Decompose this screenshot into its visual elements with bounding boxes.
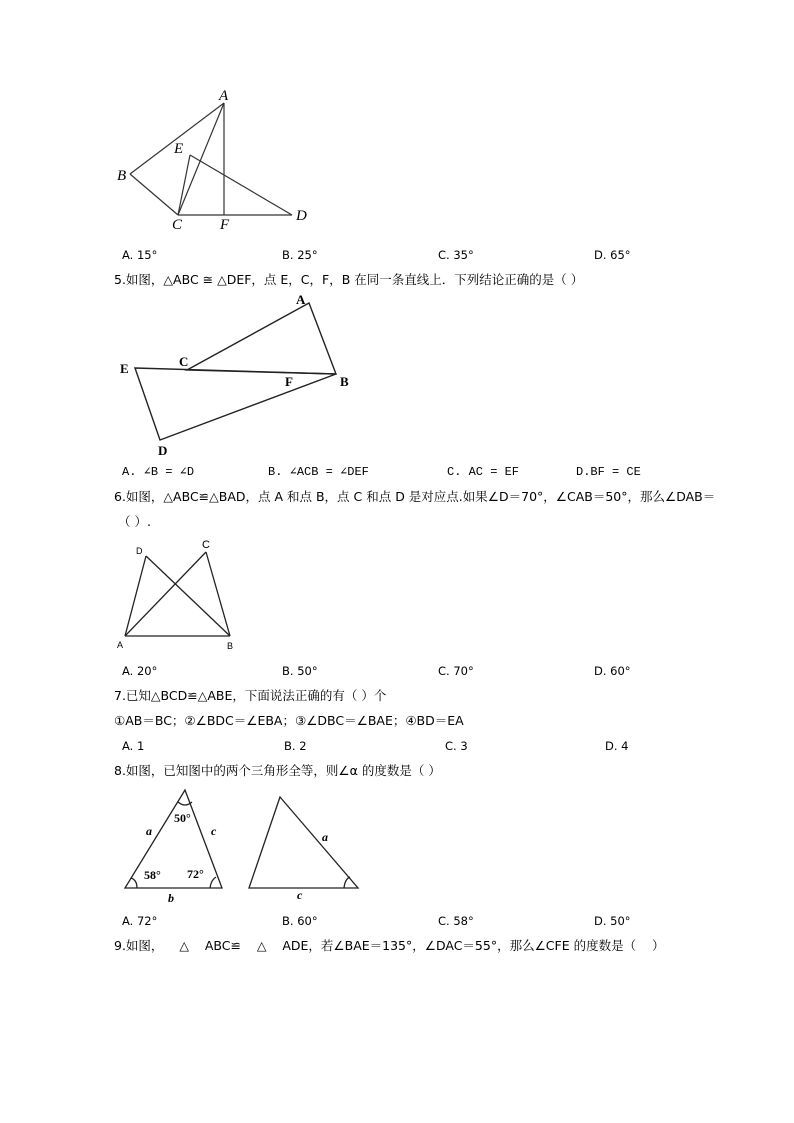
q5-stem: 5.如图，△ABC ≅ △DEF，点 E，C，F，B 在同一条直线上．下列结论正确的是（ ） [114, 272, 584, 287]
q6-point-c: C [202, 539, 210, 551]
q7-option-a[interactable]: A. 1 [122, 739, 145, 753]
q8-option-c[interactable]: C. 58° [438, 914, 474, 928]
q5-point-b: B [340, 374, 349, 389]
q4-option-d[interactable]: D. 65° [594, 248, 631, 262]
q8-side-a-right: a [322, 830, 328, 844]
q6-point-a: A [117, 640, 124, 650]
q4-point-d: D [296, 208, 307, 224]
q8-stem: 8.如图，已知图中的两个三角形全等，则∠α 的度数是（ ） [114, 763, 441, 778]
q5-option-c[interactable]: C. AC = EF [447, 465, 520, 479]
q6-option-d[interactable]: D. 60° [594, 664, 631, 678]
q4-point-c: C [172, 217, 183, 233]
q7-option-b[interactable]: B. 2 [284, 739, 307, 753]
q9-stem: 9.如图， △ ABC≌ △ ADE，若∠BAE＝135°，∠DAC＝55°，那么∠CFE 的度数是（ ） [114, 938, 665, 953]
q8-arc-alpha [344, 877, 350, 888]
q6-option-a[interactable]: A. 20° [122, 664, 158, 678]
q4-option-a[interactable]: A. 15° [122, 248, 158, 262]
q7-option-c[interactable]: C. 3 [445, 739, 468, 753]
q4-point-a: A [219, 88, 229, 104]
q5-option-a[interactable]: A. ∠B = ∠D [122, 465, 195, 479]
q8-side-a-left: a [146, 824, 152, 838]
q8-side-c-right: c [297, 888, 303, 902]
q4-point-b: B [117, 168, 127, 184]
q5-point-a: A [296, 292, 306, 307]
q8-triangle-left [125, 790, 222, 888]
q8-side-b-left: b [168, 891, 174, 905]
q7-stem: 7.已知△BCD≌△ABE，下面说法正确的有（ ）个 [114, 688, 387, 703]
q8-option-a[interactable]: A. 72° [122, 914, 158, 928]
q5-option-d[interactable]: D.BF = CE [576, 465, 641, 479]
q7-option-d[interactable]: D. 4 [605, 739, 629, 753]
q8-triangle-right [249, 797, 358, 888]
q6-option-c[interactable]: C. 70° [438, 664, 474, 678]
q8-side-c-left: c [211, 824, 217, 838]
q8-arc-right [210, 877, 216, 888]
q8-option-b[interactable]: B. 60° [282, 914, 318, 928]
q6-stem-line2: （ ）. [118, 514, 151, 529]
q8-angle-right: 72° [187, 867, 204, 881]
q5-point-c: C [179, 354, 189, 369]
q6-point-b: B [227, 641, 234, 651]
q8-arc-left [131, 878, 137, 888]
q4-option-b[interactable]: B. 25° [282, 248, 318, 262]
q6-option-b[interactable]: B. 50° [282, 664, 318, 678]
q8-angle-top: 50° [174, 811, 191, 825]
q7-statements: ①AB＝BC；②∠BDC＝∠EBA；③∠DBC＝∠BAE；④BD＝EA [114, 713, 464, 728]
q4-option-c[interactable]: C. 35° [438, 248, 474, 262]
q5-point-e: E [120, 361, 129, 376]
q5-option-b[interactable]: B. ∠ACB = ∠DEF [268, 465, 369, 479]
q8-option-d[interactable]: D. 50° [594, 914, 631, 928]
q4-point-f: F [220, 217, 230, 233]
q5-point-f: F [285, 374, 293, 389]
q8-angle-left: 58° [144, 868, 161, 882]
q6-stem-line1: 6.如图，△ABC≌△BAD，点 A 和点 B，点 C 和点 D 是对应点.如果∠D＝70°，∠CAB＝50°，那么∠DAB＝ [114, 489, 716, 504]
q4-point-e: E [174, 141, 184, 157]
q5-point-d: D [158, 443, 168, 458]
q6-point-d: D [136, 546, 143, 556]
